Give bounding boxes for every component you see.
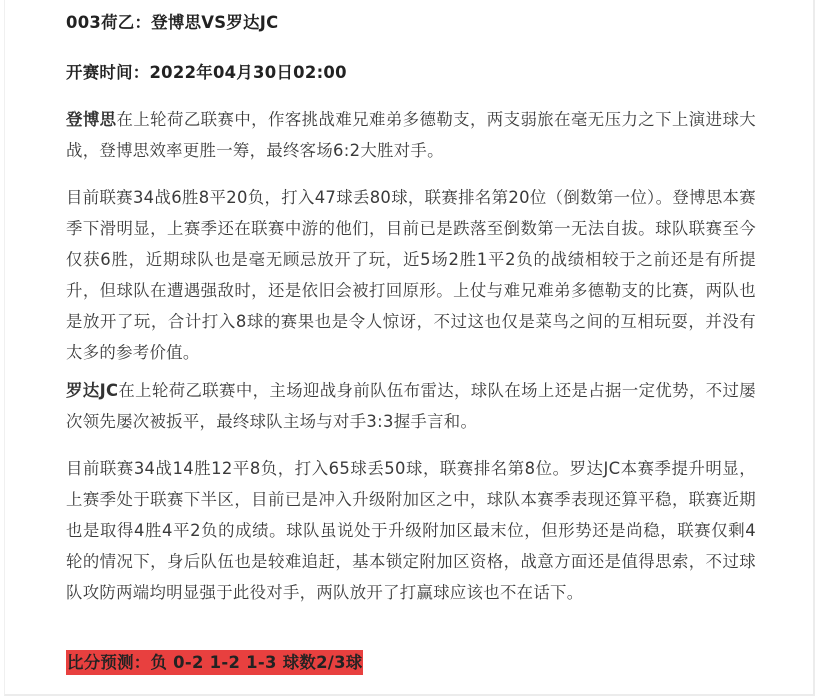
paragraph-text: 目前联赛34战6胜8平20负，打入47球丢80球，联赛排名第20位（倒数第一位）。登博思本赛季下滑明显，上赛季还在联赛中游的他们，目前已是跌落至倒数第一无法自拔。球队联赛至今仅获6胜，近期球队也是毫无顾忌放开了玩，近5场2胜1平2负的战绩相较于之前还是有所提升，但球队在遭遇强敌时，还是依旧会被打回原形。上仗与难兄难弟多德勒支的比赛，两队也是放开了玩，合计打入8球的赛果也是令人惊讶，不过这也仅是菜鸟之间的互相玩耍，并没有太多的参考价值。 xyxy=(66,188,756,362)
match-title: 003荷乙：登博思VS罗达JC xyxy=(66,13,279,32)
kickoff-value: 2022年04月30日02:00 xyxy=(149,63,347,82)
paragraph-home-last-match xyxy=(66,104,756,166)
paragraph-home-form xyxy=(66,182,756,368)
paragraph-text: 在上轮荷乙联赛中，作客挑战难兄难弟多德勒支，两支弱旅在毫无压力之下上演进球大战，登博思效率更胜一筹，最终客场6:2大胜对手。 xyxy=(66,110,756,160)
team-name-home: 登博思 xyxy=(66,110,117,129)
score-prediction: 比分预测：负 0-2 1-2 1-3 球数2/3球 xyxy=(66,650,363,675)
paragraph-away-form xyxy=(66,453,756,608)
kickoff-time xyxy=(66,57,347,88)
paragraph-away-last-match xyxy=(66,375,756,437)
paragraph-text: 目前联赛34战14胜12平8负，打入65球丢50球，联赛排名第8位。罗达JC本赛季提升明显，上赛季处于联赛下半区，目前已是冲入升级附加区之中，球队本赛季表现还算平稳，联赛近期也是取得4胜4平2负的成绩。球队虽说处于升级附加区最末位，但形势还是尚稳，联赛仅剩4轮的情况下，身后队伍也是较难追赶，基本锁定附加区资格，战意方面还是值得思索，不过球队攻防两端均明显强于此役对手，两队放开了打赢球应该也不在话下。 xyxy=(66,459,756,602)
kickoff-label: 开赛时间： xyxy=(66,63,150,82)
team-name-away: 罗达JC xyxy=(66,381,119,400)
paragraph-text: 在上轮荷乙联赛中，主场迎战身前队伍布雷达，球队在场上还是占据一定优势，不过屡次领先屡次被扳平，最终球队主场与对手3:3握手言和。 xyxy=(66,381,756,431)
